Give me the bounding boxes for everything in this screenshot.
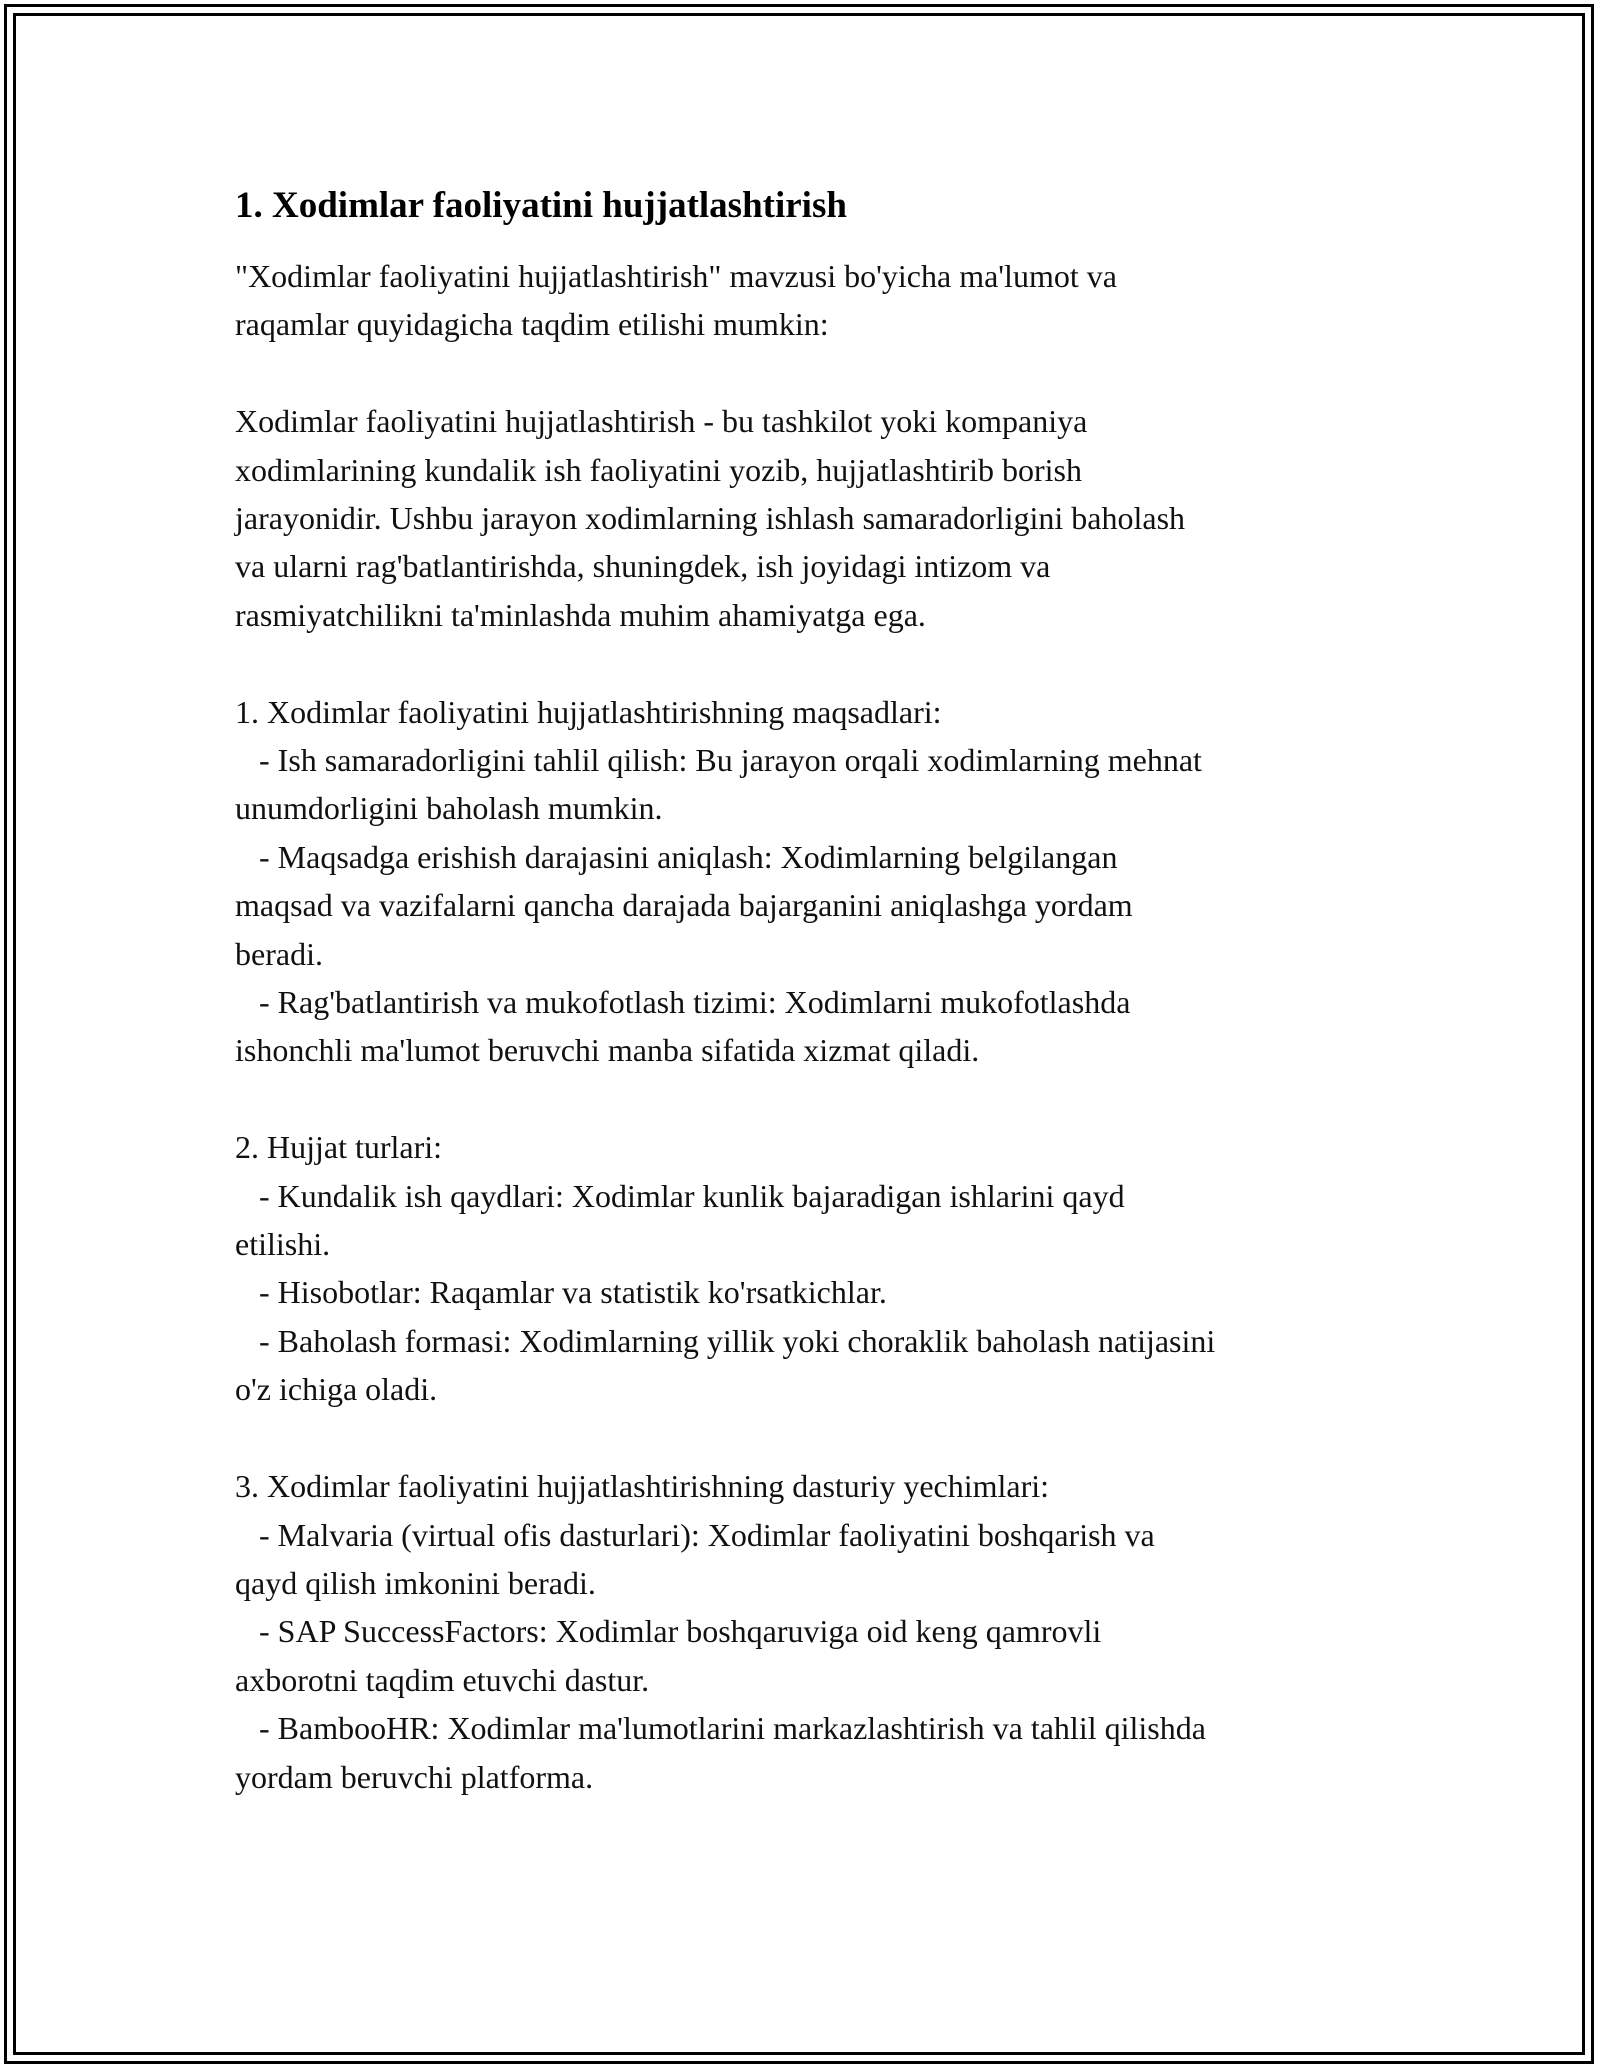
text-line: etilishi. [235, 1226, 331, 1263]
list-item: - Malvaria (virtual ofis dasturlari): Xodimlar faoliyatini boshqarish va [235, 1516, 1155, 1553]
text-line: yordam beruvchi platforma. [235, 1758, 594, 1795]
text-line: rasmiyatchilikni ta'minlashda muhim ahamiyatga ega. [235, 596, 926, 633]
paragraph-gap [235, 1414, 1370, 1462]
text-line: unumdorligini baholash mumkin. [235, 790, 663, 827]
section-heading: 1. Xodimlar faoliyatini hujjatlashtirishning maqsadlari: [235, 693, 942, 730]
text-line: axborotni taqdim etuvchi dastur. [235, 1661, 650, 1698]
paragraph-gap [235, 1075, 1370, 1123]
text-line: xodimlarining kundalik ish faoliyatini yozib, hujjatlashtirib borish [235, 451, 1082, 488]
section-document-types [235, 1123, 1370, 1413]
text-line: ishonchli ma'lumot beruvchi manba sifatida xizmat qiladi. [235, 1032, 980, 1069]
list-item: - BambooHR: Xodimlar ma'lumotlarini markazlashtirish va tahlil qilishda [235, 1710, 1206, 1747]
text-line: raqamlar quyidagicha taqdim etilishi mumkin: [235, 306, 829, 343]
text-line: beradi. [235, 935, 323, 972]
text-line: jarayonidir. Ushbu jarayon xodimlarning ishlash samaradorligini baholash [235, 500, 1186, 537]
document-title: 1. Xodimlar faoliyatini hujjatlashtirish [235, 185, 847, 226]
definition-paragraph [235, 397, 1370, 639]
text-line: qayd qilish imkonini beradi. [235, 1564, 596, 1601]
section-heading: 3. Xodimlar faoliyatini hujjatlashtirishning dasturiy yechimlari: [235, 1468, 1050, 1505]
section-heading: 2. Hujjat turlari: [235, 1129, 443, 1166]
document-body [235, 182, 1370, 1801]
list-item: - Baholash formasi: Xodimlarning yillik yoki choraklik baholash natijasini [235, 1322, 1216, 1359]
list-item: - Rag'batlantirish va mukofotlash tizimi: Xodimlarni mukofotlashda [235, 984, 1131, 1021]
list-item: - SAP SuccessFactors: Xodimlar boshqaruviga oid keng qamrovli [235, 1613, 1102, 1650]
section-software-solutions [235, 1462, 1370, 1801]
paragraph-gap [235, 639, 1370, 687]
text-line: va ularni rag'batlantirishda, shuningdek, ish joyidagi intizom va [235, 548, 1051, 585]
text-line: Xodimlar faoliyatini hujjatlashtirish - bu tashkilot yoki kompaniya [235, 403, 1088, 440]
paragraph-gap [235, 349, 1370, 397]
list-item: - Maqsadga erishish darajasini aniqlash: Xodimlarning belgilangan [235, 838, 1118, 875]
text-line: maqsad va vazifalarni qancha darajada bajarganini aniqlashga yordam [235, 887, 1133, 924]
list-item: - Ish samaradorligini tahlil qilish: Bu jarayon orqali xodimlarning mehnat [235, 742, 1202, 779]
list-item: - Kundalik ish qaydlari: Xodimlar kunlik bajaradigan ishlarini qayd [235, 1177, 1125, 1214]
text-line: o'z ichiga oladi. [235, 1371, 438, 1408]
text-line: "Xodimlar faoliyatini hujjatlashtirish" mavzusi bo'yicha ma'lumot va [235, 258, 1117, 294]
section-goals [235, 688, 1370, 1075]
intro-paragraph [235, 252, 1370, 349]
list-item: - Hisobotlar: Raqamlar va statistik ko'rsatkichlar. [235, 1274, 887, 1311]
